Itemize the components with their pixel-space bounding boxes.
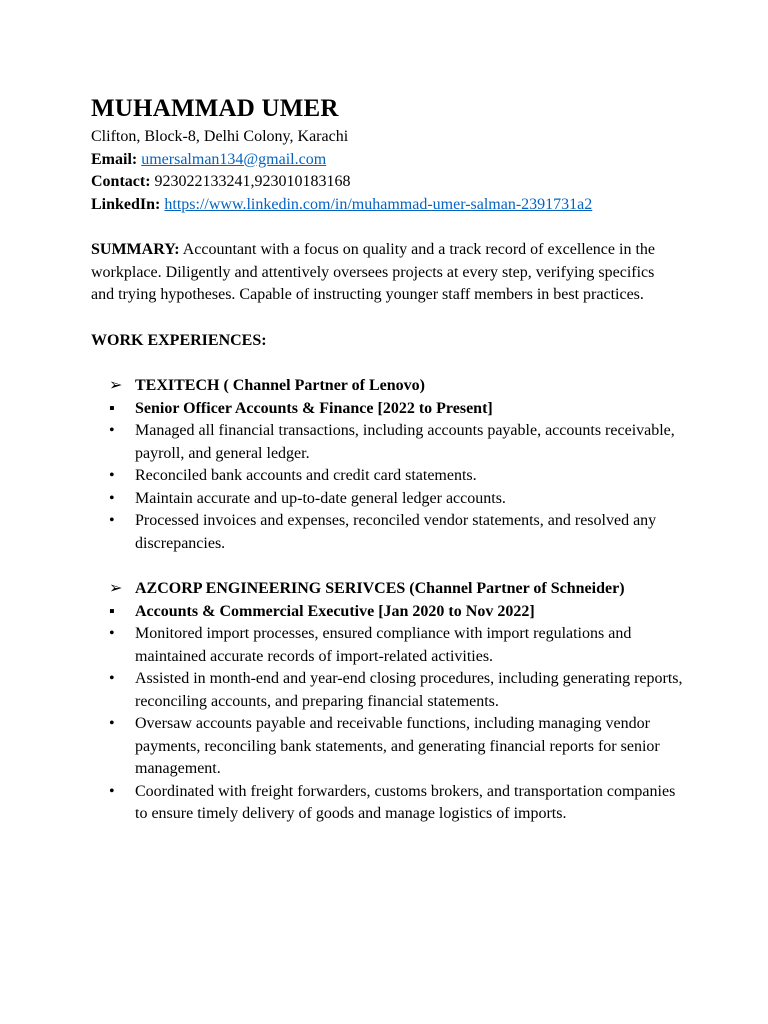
bullet-icon: • [109,715,115,732]
bullet-item [91,465,691,488]
contact-label: Contact: [91,173,151,190]
bullet-icon: • [109,512,115,529]
role-title: Senior Officer Accounts & Finance [2022 to Present] [135,399,493,417]
email-link[interactable]: umersalman134@gmail.com [141,150,327,168]
bullet-icon: • [109,467,115,484]
bullet-icon: • [109,625,115,642]
company-row [91,578,691,601]
contact-numbers: 923022133241,923010183168 [154,173,351,190]
bullet-item [91,781,691,826]
summary-text: Accountant with a focus on quality and a track record of excellence in the workplace. Diligently and attentively oversees projects at every step, verifying specifics and trying hypotheses. Capable of instructing younger staff members in best practices. [91,241,655,303]
square-marker-icon: ▪ [109,602,115,620]
email-label: Email: [91,150,138,168]
bullet-item [91,668,691,713]
role-title: Accounts & Commercial Executive [Jan 2020 to Nov 2022] [135,602,535,620]
bullet-icon: • [109,489,115,507]
square-marker-icon: ▪ [109,399,115,417]
bullet-icon: • [109,422,115,439]
linkedin-link[interactable]: https://www.linkedin.com/in/muhammad-umer-salman-2391731a2 [164,195,593,213]
bullet-item [91,623,691,668]
resume-content [91,94,691,826]
role-row [91,398,691,421]
arrow-marker-icon: ➢ [109,580,123,597]
arrow-marker-icon: ➢ [109,377,123,394]
bullet-text: Processed invoices and expenses, reconciled vendor statements, and resolved any discrepancies. [135,512,657,552]
bullet-text: Reconciled bank accounts and credit card statements. [135,467,477,484]
bullet-text: Assisted in month-end and year-end closing procedures, including generating reports, reconciling accounts, and preparing financial statements. [135,670,683,710]
linkedin-label: LinkedIn: [91,195,161,213]
company-name: TEXITECH ( Channel Partner of Lenovo) [135,377,425,394]
email-line [91,149,691,172]
bullet-icon: • [109,782,115,800]
bullet-text: Managed all financial transactions, including accounts payable, accounts receivable, payroll, and general ledger. [135,422,675,462]
company-name: AZCORP ENGINEERING SERIVCES (Channel Partner of Schneider) [135,580,625,597]
summary-label: SUMMARY: [91,241,180,258]
summary-section [91,239,681,307]
job-entry [91,578,691,826]
contact-line [91,171,691,194]
bullet-item [91,510,691,555]
bullet-item [91,420,691,465]
bullet-text: Oversaw accounts payable and receivable functions, including managing vendor payments, reconciling bank statements, and generating financial reports for senior management. [135,715,660,777]
address: Clifton, Block-8, Delhi Colony, Karachi [91,128,349,145]
job-entry [91,375,691,555]
role-row [91,601,691,624]
linkedin-line [91,194,691,217]
bullet-item [91,488,691,511]
bullet-text: Monitored import processes, ensured compliance with import regulations and maintained accurate records of import-related activities. [135,625,632,665]
company-row [91,375,691,398]
bullet-item [91,713,691,781]
bullet-text: Maintain accurate and up-to-date general ledger accounts. [135,489,506,507]
candidate-name: MUHAMMAD UMER [91,95,339,122]
bullet-text: Coordinated with freight forwarders, customs brokers, and transportation companies to ensure timely delivery of goods and manage logistics of imports. [135,782,676,822]
work-experience-heading: WORK EXPERIENCES: [91,331,267,349]
bullet-icon: • [109,670,115,687]
